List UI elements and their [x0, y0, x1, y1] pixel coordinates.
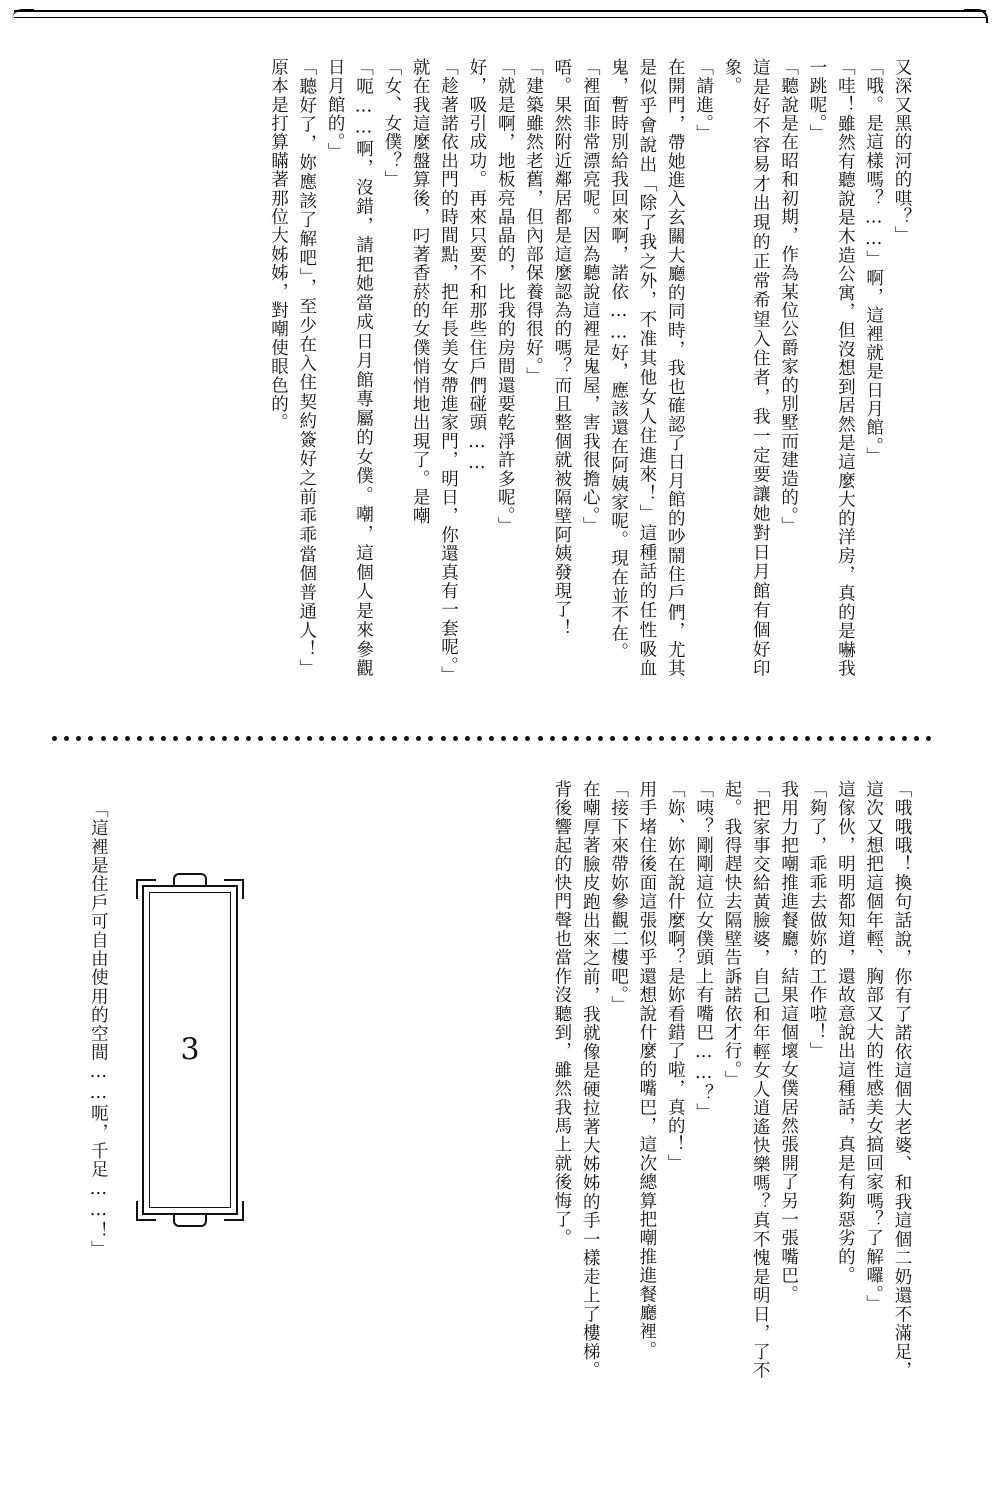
divider-dot [926, 736, 931, 741]
page-frame-corner-bottom-right [224, 1201, 244, 1221]
page-frame-corner-bottom-left [136, 1201, 156, 1221]
divider-dot [805, 736, 810, 741]
divider-dot [659, 736, 664, 741]
upper-text-block [264, 58, 916, 686]
divider-dot [198, 736, 203, 741]
paragraph: 「妳、妳在說什麼啊？是妳看錯了啦，真的！」 [665, 780, 686, 1173]
paragraph: 「哦。是這樣嗎？……」啊，這裡就是日月館。」 [863, 58, 884, 466]
divider-dot [525, 736, 530, 741]
divider-dot [186, 736, 191, 741]
paragraph: 好，吸引成功。再來只要不和那些住戶們碰頭…… [466, 58, 487, 475]
divider-dot [331, 736, 336, 741]
page-frame-top-ornament [173, 873, 207, 885]
divider-dot [817, 736, 822, 741]
paragraph: 用手堵住後面這張似乎還想說什麼的嘴巴，這次總算把嘲推進餐廳裡。 [636, 780, 657, 1360]
divider-dot [428, 736, 433, 741]
page-number: 3 [180, 1032, 200, 1068]
divider-dot [562, 736, 567, 741]
divider-dot [283, 736, 288, 741]
divider-dot [392, 736, 397, 741]
paragraph: 「哇！雖然有聽說是木造公寓，但沒想到居然是這麼大的洋房，真的是嚇我一跳呢。」 [806, 58, 856, 678]
paragraph: 我用力把嘲推進餐廳，結果這個壞女僕居然張開了另一張嘴巴。 [778, 780, 799, 1304]
divider-dot [343, 736, 348, 741]
divider-dot [489, 736, 494, 741]
top-rule-line-2 [14, 17, 986, 18]
page-frame-corner-top-left [136, 879, 156, 899]
divider-dot [756, 736, 761, 741]
divider-dot [853, 736, 858, 741]
divider-dot [173, 736, 178, 741]
page-number-frame [142, 885, 238, 1215]
divider-dot [501, 736, 506, 741]
paragraph: 「建築雖然老舊，但內部保養得很好。」 [523, 58, 544, 386]
lower-text-block [548, 780, 916, 1380]
divider-dot [234, 736, 239, 741]
divider-dot [453, 736, 458, 741]
paragraph: 在嘲厚著臉皮跑出來之前，我就像是硬拉著大姊姊的手一樣走上了樓梯。背後響起的快門聲也當作沒聽到，雖然我馬上就後悔了。 [551, 780, 601, 1380]
paragraph: 「呃……啊，沒錯，請把她當成日月館專屬的女僕。嘲，這個人是來參觀日月館的。」 [325, 58, 374, 678]
divider-dot [586, 736, 591, 741]
paragraph: 「聽好了，妳應該了解吧」，至少在入住契約簽好之前乖乖當個普通人！」原本是打算瞞著那位大姊姊，對嘲使眼色的。 [268, 58, 317, 678]
divider-dot [88, 736, 93, 741]
divider-dot [101, 736, 106, 741]
divider-dot [222, 736, 227, 741]
divider-dot [76, 736, 81, 741]
divider-dot [380, 736, 385, 741]
divider-dot [732, 736, 737, 741]
divider-dot [914, 736, 919, 741]
divider-dot [137, 736, 142, 741]
paragraph: 「把家事交給黃臉婆，自己和年輕女人逍遙快樂嗎？真不愧是明日，了不起。我得趕快去隔壁告訴諾依才行。」 [721, 780, 771, 1380]
divider-dot [878, 736, 883, 741]
divider-dot [610, 736, 615, 741]
divider-dot [829, 736, 834, 741]
divider-dot [368, 736, 373, 741]
paragraph: 「咦？剛剛這位女僕頭上有嘴巴……？」 [693, 780, 714, 1122]
paragraph: 「聽說是在昭和初期，作為某位公爵家的別墅而建造的。」 [778, 58, 799, 536]
divider-dot [441, 736, 446, 741]
divider-dot [890, 736, 895, 741]
lower-left-text-block [84, 800, 112, 1360]
top-rule-line-1 [14, 10, 986, 12]
paragraph: 唔。果然附近鄰居都是這麼認為的嗎？而且整個就被隔壁阿姨發現了！ [551, 58, 572, 638]
divider-dot [356, 736, 361, 741]
paragraph: 「趁著諾依出門的時間點，把年長美女帶進家門，明日，你還真有一套呢。」 [438, 58, 459, 686]
divider-dot [161, 736, 166, 741]
divider-dot [513, 736, 518, 741]
paragraph: 這是好不容易才出現的正常希望入住者，我一定要讓她對日月館有個好印象。 [721, 58, 771, 678]
paragraph: 「夠了，乖乖去做妳的工作啦！」 [806, 780, 827, 1061]
divider-dot [538, 736, 543, 741]
divider-dot [550, 736, 555, 741]
divider-dot [258, 736, 263, 741]
divider-dot [623, 736, 628, 741]
divider-dot [52, 736, 57, 741]
divider-dot [865, 736, 870, 741]
divider-dot [647, 736, 652, 741]
page-frame-bottom-ornament [173, 1215, 207, 1227]
divider-dot [465, 736, 470, 741]
paragraph: 又深又黑的河的唭？」 [892, 58, 912, 245]
divider-dot [841, 736, 846, 741]
divider-dot [720, 736, 725, 741]
divider-dot [902, 736, 907, 741]
paragraph: 在開門，帶她進入玄關大廳的同時，我也確認了日月館的吵鬧住戶們，尤其是似乎會說出「除了我之外，不准其他女人住進來！」這種話的任性吸血鬼，暫時別給我回來啊，諾依……好，應該還在阿姨家呢。現在並不在。 [608, 58, 686, 678]
divider-dot [64, 736, 69, 741]
divider-dot [113, 736, 118, 741]
divider-dot [246, 736, 251, 741]
page-frame-corner-top-right [224, 879, 244, 899]
divider-dot [307, 736, 312, 741]
divider-dot [683, 736, 688, 741]
paragraph: 「裡面非常漂亮呢。因為聽說這裡是鬼屋，害我很擔心。」 [580, 58, 601, 536]
paragraph: 「就是啊，地板亮晶晶的，比我的房間還要乾淨許多呢。」 [495, 58, 516, 536]
divider-dot [793, 736, 798, 741]
divider-dot [149, 736, 154, 741]
top-ornament-rule [14, 10, 986, 24]
paragraph: 「請進。」 [693, 58, 714, 143]
divider-dot [708, 736, 713, 741]
paragraph: 「這裡是住戶可自由使用的空間……呃，千足……！」 [88, 800, 109, 1259]
divider-dot [404, 736, 409, 741]
divider-dot [780, 736, 785, 741]
dotted-divider [52, 735, 932, 741]
divider-dot [319, 736, 324, 741]
divider-dot [744, 736, 749, 741]
paragraph: 「接下來帶妳參觀二樓吧。」 [608, 780, 629, 1015]
divider-dot [477, 736, 482, 741]
divider-dot [695, 736, 700, 741]
paragraph: 這傢伙，明明都知道，還故意說出這種話，真是有夠惡劣的。 [835, 780, 856, 1285]
paragraph: 「哦哦哦！換句話說，你有了諾依這個大老婆、和我這個二奶還不滿足，這次又想把這個年輕、胸部又大的性感美女搞回家嗎？了解囉。」 [863, 780, 912, 1380]
paragraph: 「女、女僕？」 [381, 58, 402, 189]
divider-dot [416, 736, 421, 741]
paragraph: 就在我這麼盤算後，叼著香菸的女僕悄悄地出現了。是嘲 [410, 58, 431, 526]
divider-dot [635, 736, 640, 741]
divider-dot [598, 736, 603, 741]
divider-dot [271, 736, 276, 741]
divider-dot [210, 736, 215, 741]
divider-dot [125, 736, 130, 741]
divider-dot [295, 736, 300, 741]
divider-dot [671, 736, 676, 741]
divider-dot [574, 736, 579, 741]
divider-dot [768, 736, 773, 741]
